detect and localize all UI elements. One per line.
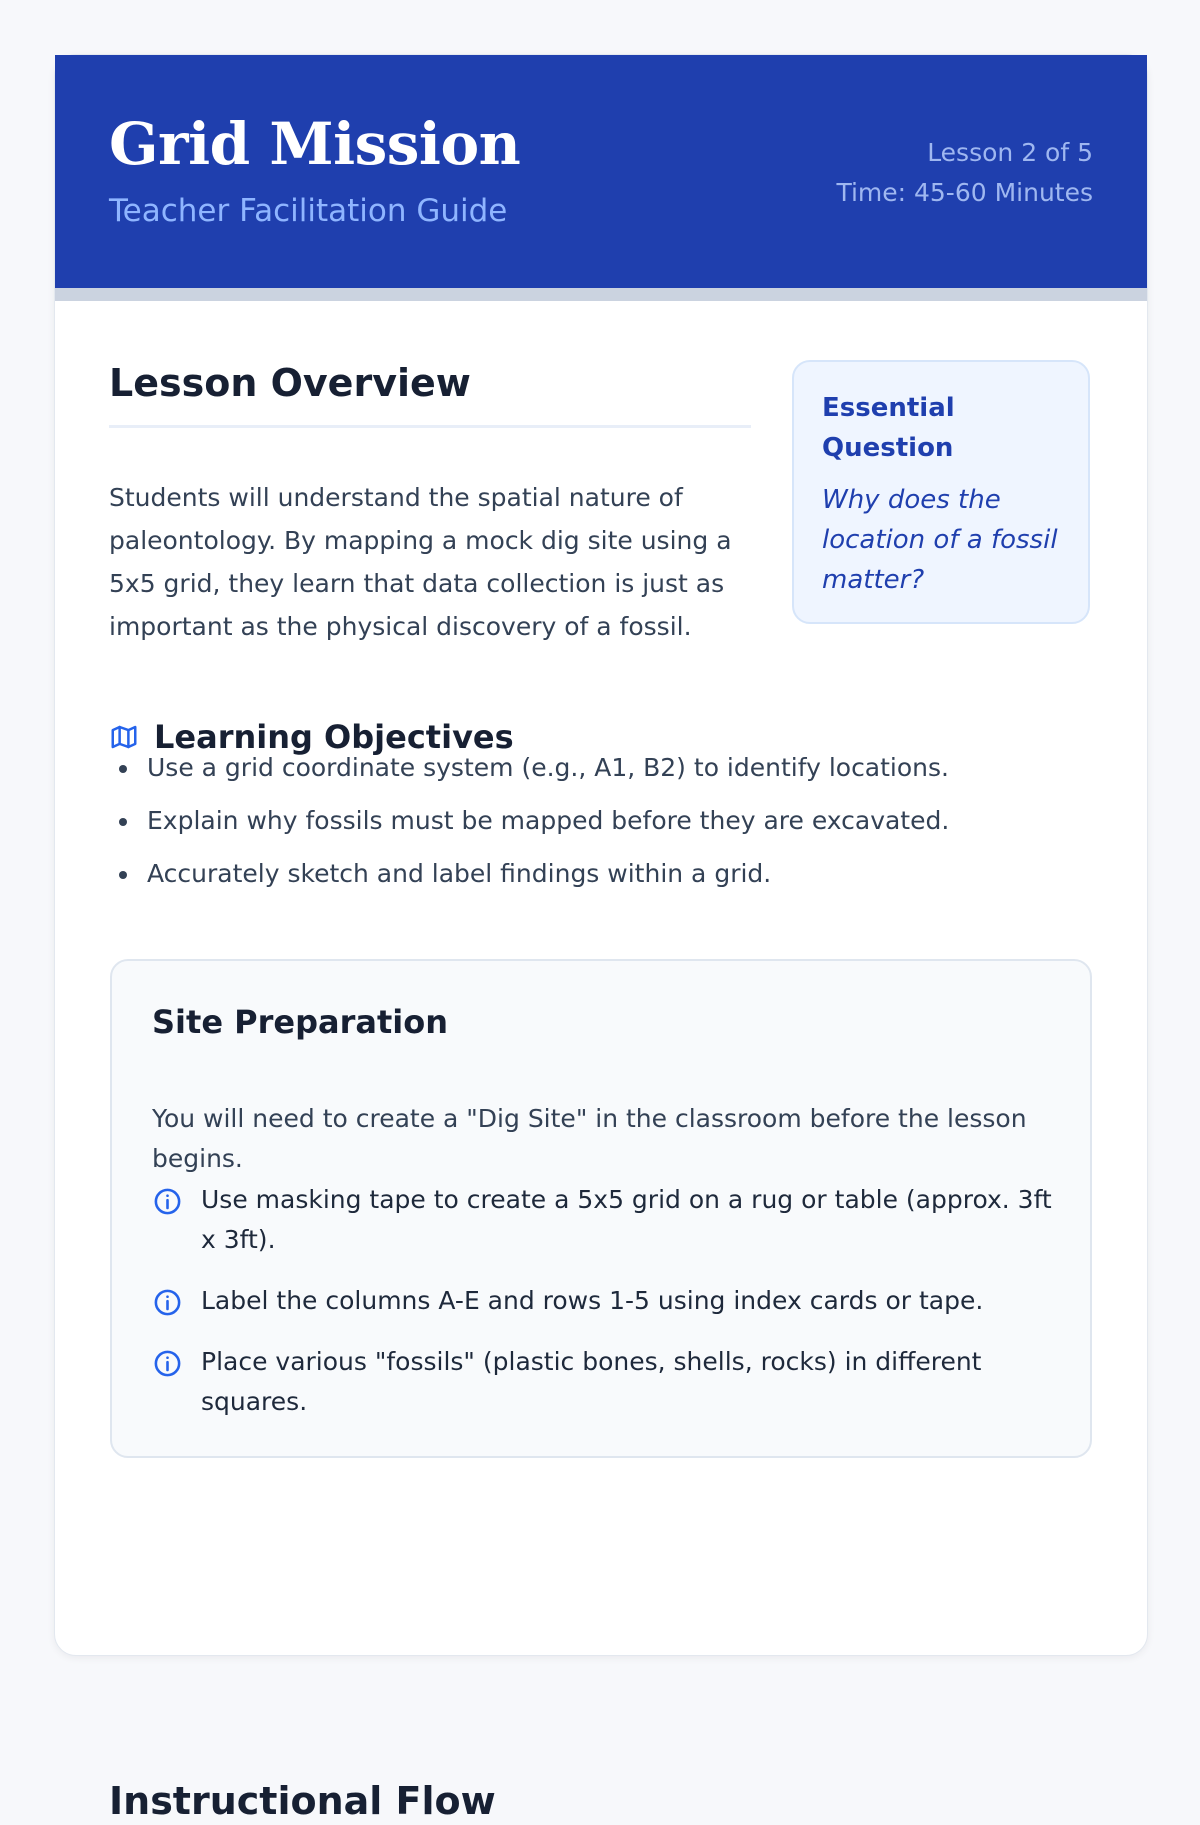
lesson-time: Time: 45-60 Minutes — [836, 178, 1093, 207]
info-icon — [152, 1287, 183, 1318]
site-preparation-item — [152, 1180, 1052, 1260]
objective-item: Use a grid coordinate system (e.g., A1, B2) to identify locations. — [127, 750, 1047, 803]
site-preparation-item-text: Label the columns A-E and rows 1-5 using index cards or tape. — [201, 1286, 984, 1315]
guide-header — [55, 55, 1147, 301]
objective-item: Accurately sketch and label findings within a grid. — [127, 856, 1047, 909]
learning-objectives-heading: Learning Objectives — [154, 718, 514, 756]
site-preparation-heading: Site Preparation — [152, 1003, 448, 1041]
lesson-overview-heading: Lesson Overview — [109, 359, 751, 428]
essential-question-box — [792, 360, 1090, 624]
site-preparation-section — [110, 959, 1092, 1458]
map-icon — [109, 722, 139, 752]
site-preparation-intro: You will need to create a "Dig Site" in the classroom before the lesson begins. — [152, 1104, 1027, 1173]
info-icon — [152, 1348, 183, 1379]
site-preparation-list — [152, 1180, 1052, 1443]
learning-objectives-list — [127, 750, 1047, 909]
info-icon — [152, 1186, 183, 1217]
essential-question-label: Essential Question — [822, 393, 955, 463]
essential-question-text: Why does the location of a fossil matter? — [822, 485, 1058, 595]
site-preparation-item — [152, 1342, 1052, 1422]
instructional-flow-heading: Instructional Flow — [109, 1779, 496, 1823]
lesson-number: Lesson 2 of 5 — [927, 138, 1093, 167]
site-preparation-item-text: Place various "fossils" (plastic bones, shells, rocks) in different squares. — [201, 1347, 982, 1416]
page-subtitle: Teacher Facilitation Guide — [109, 193, 508, 229]
lesson-meta — [836, 133, 1093, 213]
page-title: Grid Mission — [109, 110, 521, 178]
site-preparation-item — [152, 1281, 1052, 1321]
objective-item: Explain why fossils must be mapped before they are excavated. — [127, 803, 1047, 856]
lesson-guide-card — [54, 54, 1148, 1823]
lesson-overview-text: Students will understand the spatial nature of paleontology. By mapping a mock dig site using a 5x5 grid, they learn that data collection is just as important as the physical discovery of a fossil. — [109, 483, 732, 641]
site-preparation-item-text: Use masking tape to create a 5x5 grid on a rug or table (approx. 3ft x 3ft). — [201, 1185, 1052, 1254]
